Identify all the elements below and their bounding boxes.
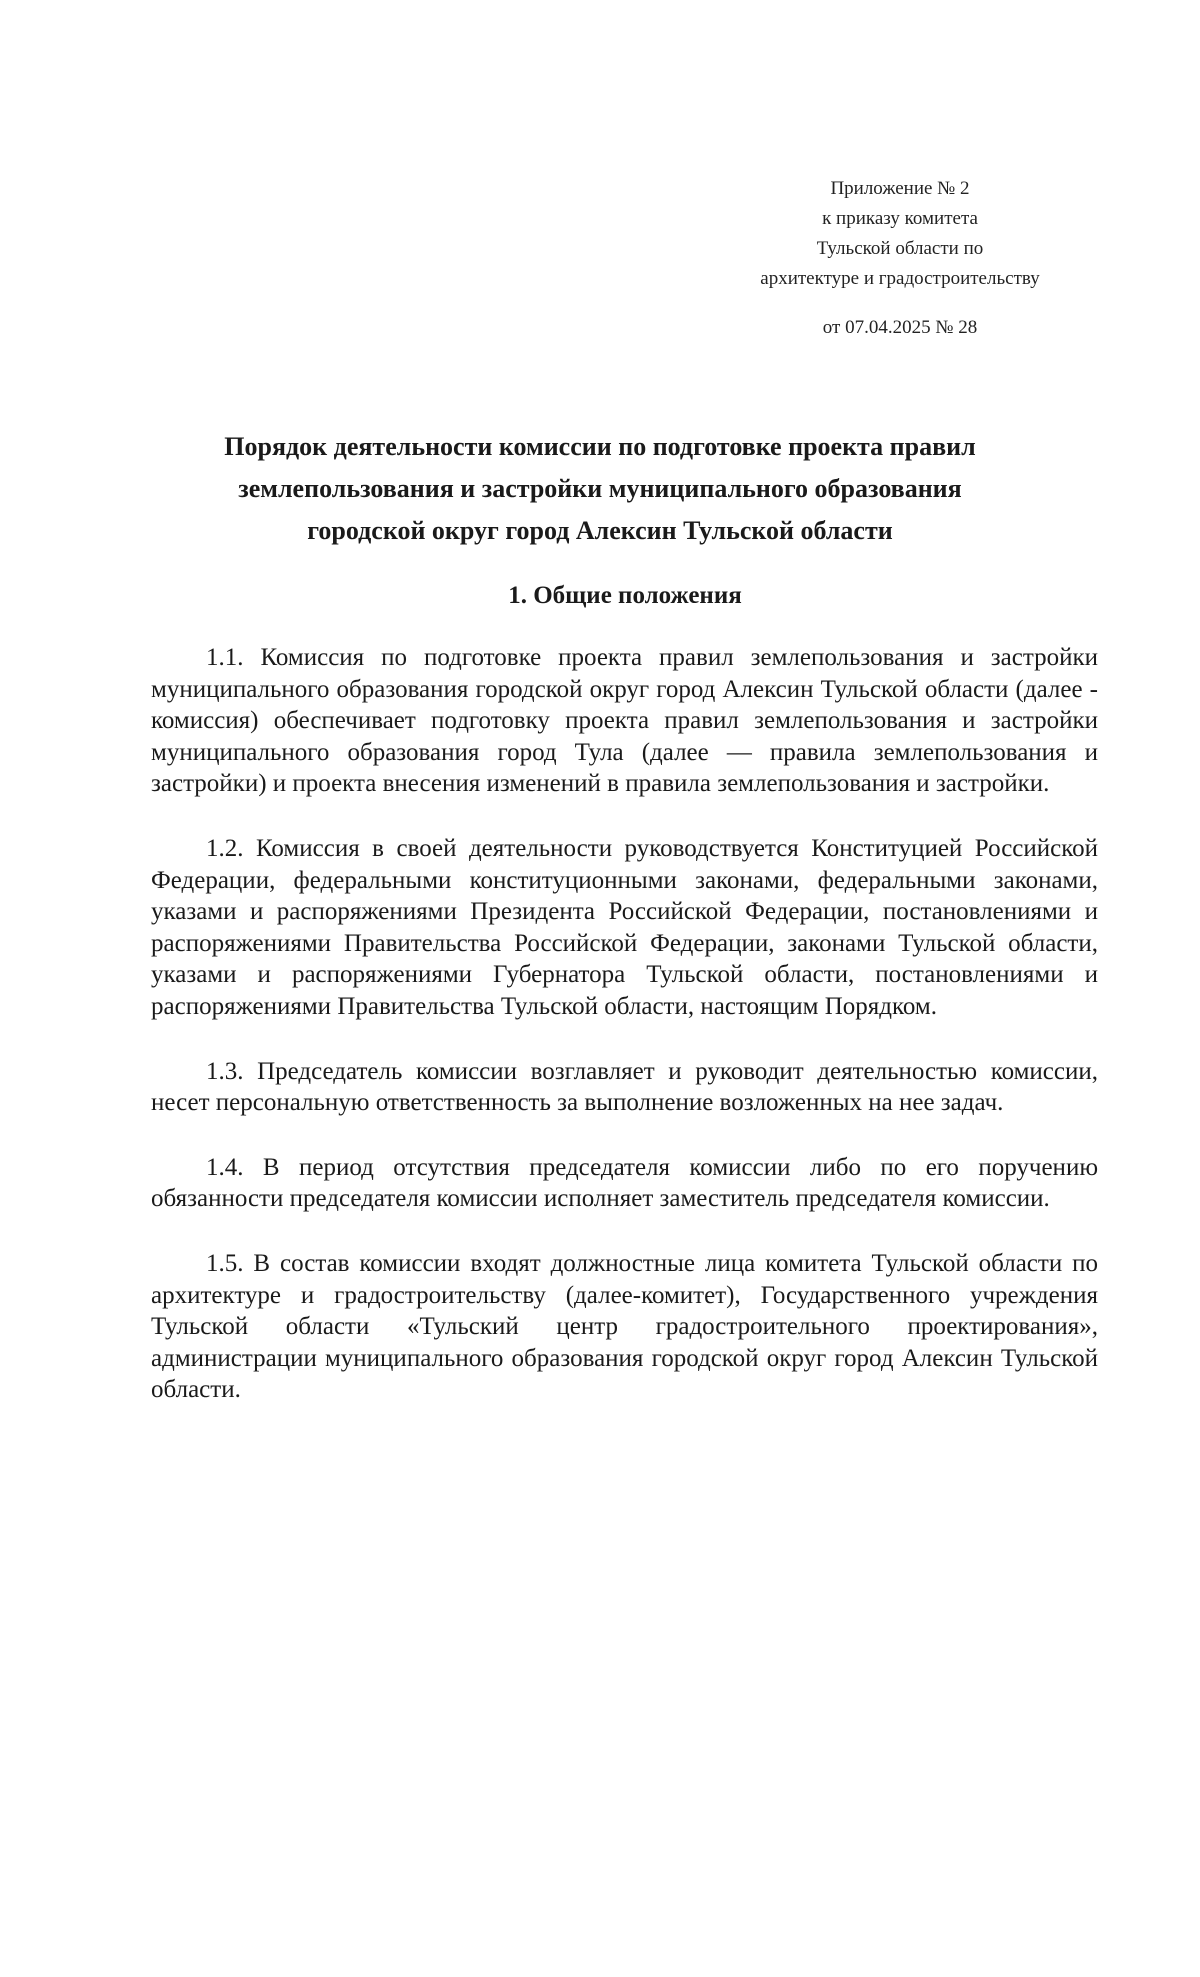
- appendix-order-ref: к приказу комитета: [822, 208, 978, 229]
- section-body: [151, 642, 1098, 1439]
- paragraph-1-2: 1.2. Комиссия в своей деятельности руководствуется Конституцией Российской Федерации, федеральными конституционными законами, федеральными законами, указами и распоряжениями Президента Российской Федерации, постановлениями и распоряжениями Правительства Российской Федерации, законами Тульской области, указами и распоряжениями Губернатора Тульской области, постановлениями и распоряжениями Правительства Тульской области, настоящим Порядком.: [151, 834, 1098, 1020]
- paragraph-1-3: 1.3. Председатель комиссии возглавляет и руководит деятельностью комиссии, несет персональную ответственность за выполнение возложенных на нее задач.: [151, 1057, 1098, 1117]
- paragraph-1-5: 1.5. В состав комиссии входят должностные лица комитета Тульской области по архитектуре и градостроительству (далее-комитет), Государственного учреждения Тульской области «Тульский центр градостроительного проектирования», администрации муниципального образования городской округ город Алексин Тульской области.: [151, 1249, 1098, 1404]
- appendix-block: [700, 174, 1100, 294]
- paragraph-1-1: 1.1. Комиссия по подготовке проекта правил землепользования и застройки муниципального образования городской округ город Алексин Тульской области (далее - комиссия) обеспечивает подготовку проекта правил землепользования и застройки муниципального образования город Тула (далее — правила землепользования и застройки) и проекта внесения изменений в правила землепользования и застройки.: [151, 644, 1098, 798]
- title-line: Порядок деятельности комиссии по подготовке проекта правил: [224, 432, 976, 461]
- document-title: [150, 426, 1050, 552]
- appendix-committee-field: архитектуре и градостроительству: [760, 268, 1040, 289]
- paragraph-1-4: 1.4. В период отсутствия председателя комиссии либо по его поручению обязанности председателя комиссии исполняет заместитель председателя комиссии.: [151, 1153, 1098, 1213]
- title-line: землепользования и застройки муниципального образования: [238, 474, 962, 503]
- order-date-number: от 07.04.2025 № 28: [822, 317, 978, 338]
- appendix-number: Приложение № 2: [830, 178, 970, 199]
- title-line: городской округ город Алексин Тульской области: [307, 516, 893, 545]
- appendix-committee: Тульской области по: [816, 238, 984, 259]
- section-heading: 1. Общие положения: [508, 582, 742, 609]
